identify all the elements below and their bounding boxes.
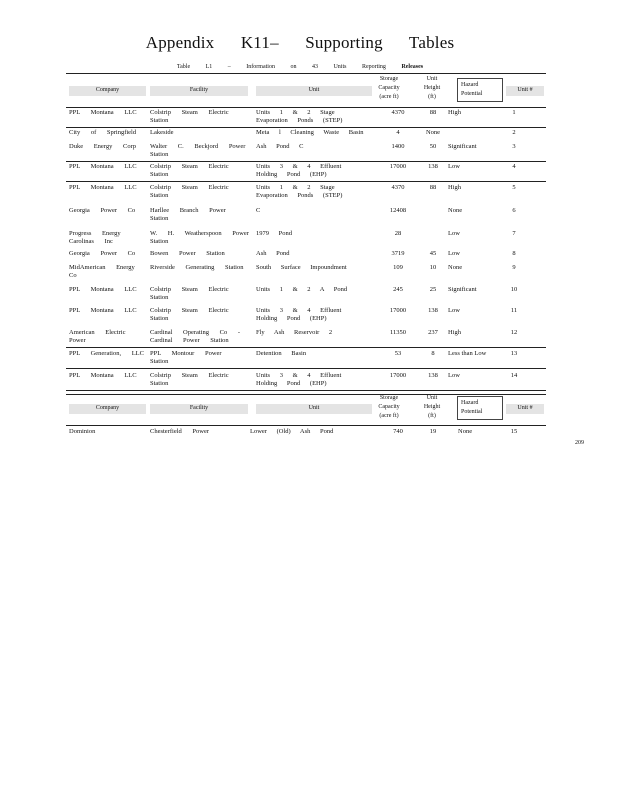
cell-unit-number: 2 — [512, 129, 516, 136]
cell-facility: Riverside Generating Station — [150, 264, 244, 271]
cell-hazard: Significant — [448, 143, 477, 150]
cell-unit: 1979 Pond — [256, 230, 292, 237]
cell-capacity: 109 — [393, 264, 403, 271]
cell-unit: Ash Pond C — [256, 143, 304, 150]
cell-unit: Units 3 & 4 Effluent Holding Pond (EHP) — [256, 372, 342, 387]
cell-unit: Fly Ash Reservoir 2 — [256, 329, 333, 336]
header-repeat-top-rule — [66, 394, 546, 395]
table-row — [66, 206, 546, 228]
cell-hazard: Less than Low — [448, 350, 487, 357]
cell-hazard: Low — [448, 250, 460, 257]
header-company: Company — [69, 404, 146, 414]
caption-emphasis: Releases — [401, 64, 424, 70]
cell-unit-number: 1 — [512, 109, 516, 116]
cell-unit-number: 8 — [512, 250, 516, 257]
cell-height: 88 — [429, 109, 437, 116]
cell-capacity: 740 — [393, 428, 403, 435]
cell-capacity: 4370 — [391, 109, 405, 116]
cell-height: 50 — [429, 143, 437, 150]
page-title: Appendix K11– Supporting Tables — [145, 33, 455, 52]
cell-height: None — [425, 129, 441, 136]
cell-capacity: 17000 — [389, 372, 407, 379]
cell-unit-number: 15 — [510, 428, 518, 435]
cell-height: 138 — [428, 307, 438, 314]
cell-facility: W. H. Weatherspoon Power Station — [150, 230, 249, 245]
row-divider — [66, 390, 546, 391]
cell-facility: PPL Montour Power Station — [150, 350, 222, 365]
cell-company: PPL Montana LLC — [69, 286, 137, 293]
header-storage: Storage Capacity (acre ft) — [378, 76, 400, 100]
cell-capacity: 3719 — [391, 250, 405, 257]
cell-company: Dominion — [69, 428, 96, 435]
cell-height: 8 — [431, 350, 435, 357]
table-caption — [0, 64, 600, 70]
cell-unit: Lower (Old) Ash Pond — [250, 428, 334, 435]
cell-facility: Walter C. Beckjord Power Station — [150, 143, 246, 158]
cell-height: 138 — [428, 372, 438, 379]
cell-company: PPL Montana LLC — [69, 307, 137, 314]
cell-height: 19 — [429, 428, 437, 435]
header-height: Unit Height (ft) — [423, 76, 441, 100]
cell-unit-number: 10 — [510, 286, 518, 293]
cell-unit: Units 3 & 4 Effluent Holding Pond (EHP) — [256, 307, 342, 322]
row-divider — [66, 368, 546, 369]
cell-capacity: 4370 — [391, 184, 405, 191]
cell-company: PPL Montana LLC — [69, 109, 137, 116]
cell-company: Duke Energy Corp — [69, 143, 136, 150]
cell-capacity: 28 — [394, 230, 402, 237]
cell-hazard: Significant — [448, 286, 477, 293]
header-unit-number: Unit # — [506, 404, 544, 414]
row-divider — [66, 347, 546, 348]
cell-company: PPL Montana LLC — [69, 372, 137, 379]
header-unit: Unit — [256, 86, 372, 96]
cell-facility: Colstrip Steam Electric Station — [150, 163, 229, 178]
cell-unit: Units 1 & 2 A Pond — [256, 286, 348, 293]
cell-unit-number: 9 — [512, 264, 516, 271]
cell-unit-number: 4 — [512, 163, 516, 170]
table-row-last — [66, 427, 546, 449]
cell-facility: Bowen Power Station — [150, 250, 225, 257]
cell-hazard: None — [448, 207, 463, 214]
cell-unit-number: 5 — [512, 184, 516, 191]
cell-facility: Colstrip Steam Electric Station — [150, 184, 229, 199]
caption-text: Table L1 – Information on 43 Units Reporting — [176, 64, 386, 70]
table-top-rule — [66, 73, 546, 74]
cell-capacity: 245 — [393, 286, 403, 293]
cell-unit: Units 1 & 2 Stage Evaporation Ponds (STEP) — [256, 184, 343, 199]
cell-company: PPL Montana LLC — [69, 163, 137, 170]
cell-facility: Harllee Branch Power Station — [150, 207, 226, 222]
cell-hazard: High — [448, 329, 461, 336]
cell-height: 88 — [429, 184, 437, 191]
cell-capacity: 17000 — [389, 307, 407, 314]
cell-facility: Colstrip Steam Electric Station — [150, 372, 229, 387]
cell-facility: Colstrip Steam Electric Station — [150, 307, 229, 322]
cell-hazard: Low — [448, 230, 460, 237]
cell-unit: South Surface Impoundment — [256, 264, 347, 271]
cell-facility: Lakeside — [150, 129, 174, 136]
cell-capacity: 53 — [394, 350, 402, 357]
header-facility: Facility — [150, 404, 248, 414]
cell-company: PPL Montana LLC — [69, 184, 137, 191]
header-unit-number: Unit # — [506, 86, 544, 96]
cell-height: 138 — [428, 163, 438, 170]
cell-unit: Detention Basin — [256, 350, 307, 357]
cell-height: 25 — [429, 286, 437, 293]
cell-hazard: None — [448, 264, 463, 271]
cell-company: Georgia Power Co — [69, 207, 136, 214]
cell-height: 237 — [428, 329, 438, 336]
cell-facility: Cardinal Operating Co - Cardinal Power Station — [150, 329, 240, 344]
table-row — [66, 263, 546, 285]
cell-hazard: High — [448, 109, 461, 116]
cell-company: Progress Energy Carolinas Inc — [69, 230, 121, 245]
cell-unit-number: 3 — [512, 143, 516, 150]
header-hazard: Hazard Potential — [457, 396, 503, 420]
cell-hazard: High — [448, 184, 461, 191]
cell-company: American Electric Power — [69, 329, 126, 344]
cell-height: 10 — [429, 264, 437, 271]
cell-hazard: Low — [448, 372, 460, 379]
cell-hazard: Low — [448, 163, 460, 170]
cell-capacity: 4 — [396, 129, 400, 136]
header-hazard: Hazard Potential — [457, 78, 503, 102]
cell-unit: Units 3 & 4 Effluent Holding Pond (EHP) — [256, 163, 342, 178]
page-number: 209 — [575, 440, 584, 446]
cell-company: MidAmerican Energy Co — [69, 264, 135, 279]
table-row — [66, 229, 546, 251]
cell-unit-number: 6 — [512, 207, 516, 214]
cell-unit: Units 1 & 2 Stage Evaporation Ponds (STEP) — [256, 109, 343, 124]
cell-company: PPL Generation, LLC — [69, 350, 144, 357]
cell-unit-number: 7 — [512, 230, 516, 237]
cell-capacity: 1400 — [391, 143, 405, 150]
row-divider — [66, 181, 546, 182]
cell-unit: Ash Pond — [256, 250, 290, 257]
table-row — [66, 183, 546, 205]
cell-unit-number: 11 — [510, 307, 518, 314]
cell-company: Georgia Power Co — [69, 250, 136, 257]
header-company: Company — [69, 86, 146, 96]
cell-unit-number: 13 — [510, 350, 518, 357]
cell-height: 45 — [429, 250, 437, 257]
cell-unit-number: 14 — [510, 372, 518, 379]
cell-capacity: 11350 — [389, 329, 406, 336]
cell-capacity: 12408 — [389, 207, 407, 214]
header-unit: Unit — [256, 404, 372, 414]
cell-unit: C — [256, 207, 261, 214]
header-storage: Storage Capacity (acre ft) — [378, 395, 400, 419]
header-repeat-bottom-rule — [66, 425, 546, 426]
cell-company: City of Springfield — [69, 129, 137, 136]
cell-facility: Colstrip Steam Electric Station — [150, 109, 229, 124]
header-height: Unit Height (ft) — [423, 395, 441, 419]
cell-unit: Meta l Cleaning Waste Basin — [256, 129, 364, 136]
cell-hazard: Low — [448, 307, 460, 314]
cell-capacity: 17000 — [389, 163, 407, 170]
header-facility: Facility — [150, 86, 248, 96]
cell-hazard: None — [458, 428, 473, 435]
cell-facility: Colstrip Steam Electric Station — [150, 286, 229, 301]
table-row — [66, 306, 546, 328]
table-row — [66, 285, 546, 307]
cell-unit-number: 12 — [510, 329, 518, 336]
cell-facility: Chesterfield Power — [150, 428, 210, 435]
